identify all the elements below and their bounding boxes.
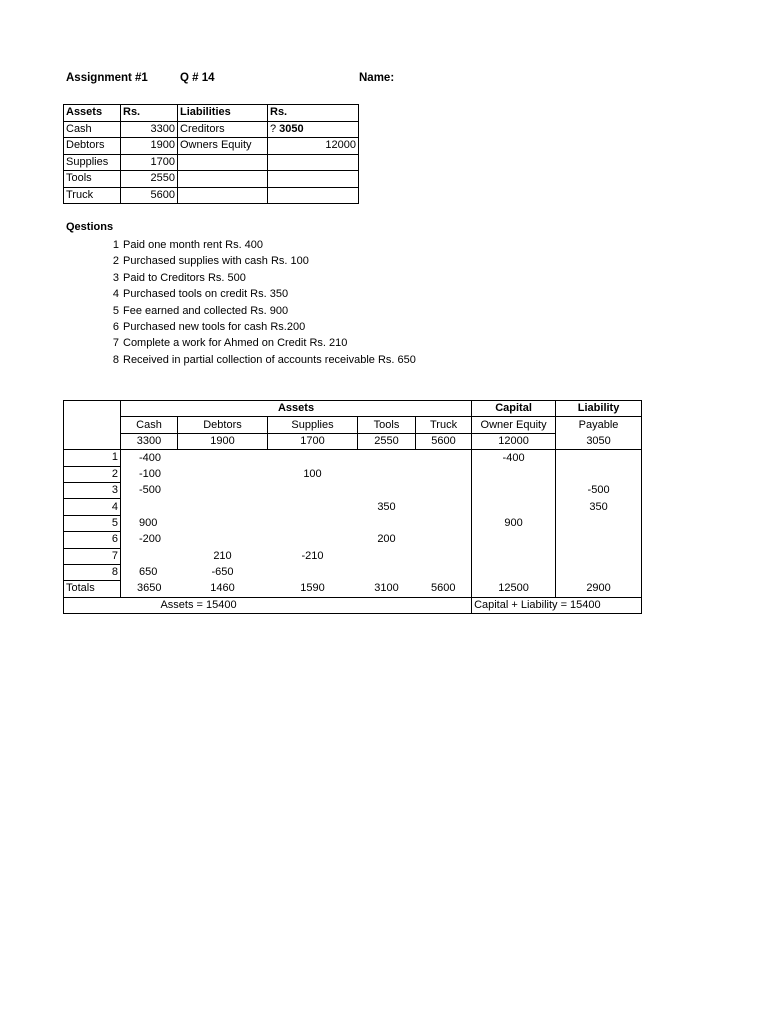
balance-cell: Truck [64, 187, 121, 204]
capital-liability-sum: Capital + Liability = 15400 [472, 597, 642, 613]
corner-cell [64, 417, 121, 433]
transaction-cell: -400 [121, 450, 178, 466]
opening-cell: 3300 [121, 433, 178, 449]
column-header: Debtors [178, 417, 268, 433]
totals-row [64, 581, 642, 597]
transaction-cell [416, 564, 472, 580]
capital-group-header: Capital [472, 401, 556, 417]
opening-cell: 1900 [178, 433, 268, 449]
question-item [104, 303, 416, 319]
question-item [104, 335, 416, 351]
column-header: Truck [416, 417, 472, 433]
transaction-cell [358, 515, 416, 531]
transaction-number: 6 [64, 532, 121, 548]
question-text: Paid one month rent Rs. 400 [123, 239, 264, 251]
transaction-cell [472, 548, 556, 564]
transaction-cell [268, 499, 358, 515]
transaction-row [64, 532, 642, 548]
transaction-cell [358, 466, 416, 482]
balance-header-cell: Rs. [268, 105, 359, 122]
question-text: Received in partial collection of accounts receivable Rs. 650 [123, 353, 416, 366]
transaction-cell: -200 [121, 532, 178, 548]
transaction-cell [358, 482, 416, 498]
balance-cell [178, 171, 268, 188]
transaction-cell [556, 466, 642, 482]
balance-cell: Debtors [64, 138, 121, 155]
creditors-value: 3050 [279, 122, 304, 135]
transaction-cell [416, 515, 472, 531]
transaction-row [64, 482, 642, 498]
balance-cell: 5600 [121, 187, 178, 204]
transaction-cell [472, 466, 556, 482]
balance-cell: Creditors [178, 121, 268, 138]
transaction-number: 7 [64, 548, 121, 564]
opening-cell: 1700 [268, 433, 358, 449]
assets-sum: Assets = 15400 [64, 597, 472, 613]
balance-cell: 12000 [268, 138, 359, 155]
liability-group-header: Liability [556, 401, 642, 417]
balance-header-row [64, 105, 359, 122]
total-cell: 2900 [556, 581, 642, 597]
balance-row [64, 171, 359, 188]
transaction-row [64, 466, 642, 482]
balance-row [64, 138, 359, 155]
totals-label: Totals [64, 581, 121, 597]
transaction-cell [268, 515, 358, 531]
questions-list [104, 237, 416, 368]
balance-header-cell: Assets [64, 105, 121, 122]
transaction-cell [268, 532, 358, 548]
column-header: Payable [556, 417, 642, 433]
transaction-cell: 350 [377, 500, 396, 513]
balance-row [64, 121, 359, 138]
transaction-cell [416, 482, 472, 498]
transaction-cell [556, 532, 642, 548]
balance-cell: Owners Equity [178, 138, 268, 155]
balance-cell: Cash [64, 121, 121, 138]
balance-header-cell: Liabilities [178, 105, 268, 122]
balance-row [64, 154, 359, 171]
transaction-cell [178, 532, 268, 548]
question-text: Complete a work for Ahmed on Credit Rs. 210 [123, 337, 348, 350]
question-number: 8 [112, 353, 119, 366]
transaction-cell: 200 [377, 533, 396, 546]
transaction-cell [178, 466, 268, 482]
accounting-equation-table [63, 400, 642, 614]
transaction-cell [416, 548, 472, 564]
transaction-number: 5 [64, 515, 121, 531]
balance-cell: 1900 [121, 138, 178, 155]
transaction-cell [358, 564, 416, 580]
transaction-cell [472, 532, 556, 548]
transaction-cell [178, 499, 268, 515]
assignment-label: Assignment #1 [66, 72, 148, 84]
balance-cell [178, 154, 268, 171]
total-cell: 3650 [121, 581, 178, 597]
balance-cell: 2550 [121, 171, 178, 188]
total-cell: 3100 [358, 581, 416, 597]
question-item [104, 253, 416, 269]
column-header: Cash [121, 417, 178, 433]
balance-cell: Supplies [64, 154, 121, 171]
transaction-cell [472, 499, 556, 515]
balance-cell: Tools [64, 171, 121, 188]
opening-cell: 2550 [358, 433, 416, 449]
opening-row [64, 433, 642, 449]
balance-cell: 1700 [121, 154, 178, 171]
transaction-row [64, 499, 642, 515]
question-number: 3 [112, 271, 119, 284]
transaction-cell [268, 564, 358, 580]
transaction-cell: 210 [213, 549, 232, 562]
corner-cell [64, 401, 121, 417]
transaction-row [64, 450, 642, 466]
question-text: Fee earned and collected Rs. 900 [123, 304, 289, 317]
transaction-cell: 100 [303, 467, 322, 480]
transaction-cell [556, 564, 642, 580]
transaction-cell [358, 548, 416, 564]
transaction-cell: -210 [301, 549, 324, 562]
transaction-number: 2 [64, 466, 121, 482]
transaction-cell [416, 466, 472, 482]
transaction-cell [121, 499, 178, 515]
question-item [104, 352, 416, 368]
question-number: 2 [112, 255, 119, 268]
balance-table [63, 104, 359, 204]
transaction-cell [472, 482, 556, 498]
balance-cell [268, 187, 359, 204]
total-cell: 1460 [178, 581, 268, 597]
group-header-row [64, 401, 642, 417]
transaction-cell: -400 [472, 450, 556, 466]
question-text: Purchased tools on credit Rs. 350 [123, 288, 289, 301]
transaction-cell [178, 515, 268, 531]
opening-cell: 12000 [472, 433, 556, 449]
balance-cell [268, 154, 359, 171]
transaction-number: 4 [64, 499, 121, 515]
transaction-cell [268, 482, 358, 498]
transaction-cell: 900 [472, 515, 556, 531]
total-cell: 5600 [416, 581, 472, 597]
transaction-cell [358, 450, 416, 466]
transaction-row [64, 515, 642, 531]
transaction-cell [178, 482, 268, 498]
transaction-cell: 900 [121, 515, 178, 531]
question-text: Purchased supplies with cash Rs. 100 [123, 255, 309, 268]
transaction-cell [556, 450, 642, 466]
question-number: 7 [112, 337, 119, 350]
transaction-cell [268, 450, 358, 466]
transaction-number: 1 [64, 450, 121, 466]
transaction-cell [178, 450, 268, 466]
transaction-cell [416, 450, 472, 466]
question-item [104, 286, 416, 302]
corner-cell [64, 433, 121, 449]
question-number: 1 [112, 239, 119, 251]
column-header: Owner Equity [472, 417, 556, 433]
opening-cell: 3050 [556, 433, 642, 449]
transaction-row [64, 548, 642, 564]
question-label: Q # 14 [180, 72, 215, 84]
question-text: Paid to Creditors Rs. 500 [123, 271, 246, 284]
transaction-row [64, 564, 642, 580]
transaction-cell [121, 548, 178, 564]
question-number: 5 [112, 304, 119, 317]
transaction-cell: 350 [556, 499, 642, 515]
questions-title: Qestions [66, 221, 114, 233]
question-number: 6 [112, 320, 119, 333]
transaction-number: 3 [64, 482, 121, 498]
question-item [104, 319, 416, 335]
question-number: 4 [112, 288, 119, 301]
balance-header-cell: Rs. [121, 105, 178, 122]
balance-cell [268, 171, 359, 188]
opening-cell: 5600 [416, 433, 472, 449]
transaction-cell [556, 548, 642, 564]
balance-cell: 3300 [121, 121, 178, 138]
summary-row [64, 597, 642, 613]
question-text: Purchased new tools for cash Rs.200 [123, 320, 306, 333]
balance-row [64, 187, 359, 204]
column-header-row [64, 417, 642, 433]
question-item [104, 237, 416, 253]
transaction-cell [556, 515, 642, 531]
balance-cell [268, 121, 359, 138]
transaction-cell: -100 [121, 466, 178, 482]
question-item [104, 270, 416, 286]
column-header: Supplies [268, 417, 358, 433]
transaction-cell: -650 [211, 566, 234, 579]
balance-cell [178, 187, 268, 204]
unknown-marker: ? [270, 122, 277, 135]
column-header: Tools [358, 417, 416, 433]
transaction-cell: -500 [121, 482, 178, 498]
transaction-cell: -500 [556, 482, 642, 498]
transaction-number: 8 [64, 564, 121, 580]
name-label: Name: [359, 72, 395, 84]
transaction-cell [416, 532, 472, 548]
total-cell: 1590 [268, 581, 358, 597]
transaction-cell [416, 499, 472, 515]
transaction-cell [472, 564, 556, 580]
transaction-cell: 650 [121, 564, 178, 580]
assets-group-header: Assets [121, 401, 472, 417]
total-cell: 12500 [472, 581, 556, 597]
